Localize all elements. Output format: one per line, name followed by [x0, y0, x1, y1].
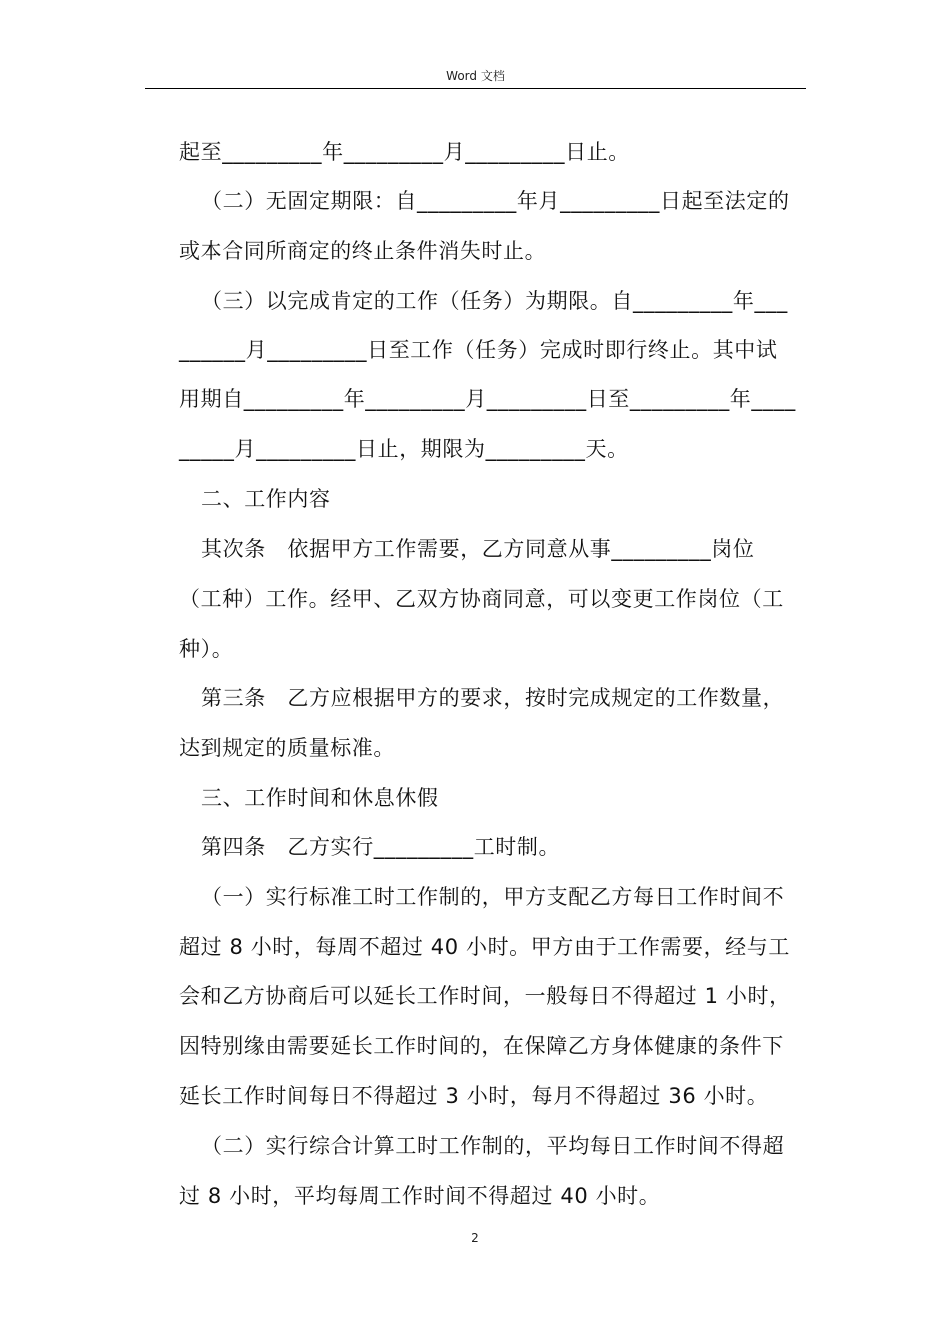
paragraph-line: 超过 8 小时，每周不超过 40 小时。甲方由于工作需要，经与工: [179, 935, 790, 959]
paragraph-line: 种）。: [179, 637, 234, 661]
paragraph-line: ______月_________日至工作（任务）完成时即行终止。其中试: [179, 338, 778, 362]
paragraph-line: 或本合同所商定的终止条件消失时止。: [179, 239, 547, 263]
page-number: 2: [471, 1231, 479, 1245]
paragraph-line: 因特别缘由需要延长工作时间的，在保障乙方身体健康的条件下: [179, 1034, 784, 1058]
paragraph-line: 达到规定的质量标准。: [179, 736, 395, 760]
paragraph-line: （工种）工作。经甲、乙双方协商同意，可以变更工作岗位（工: [179, 587, 784, 611]
header-divider: [145, 88, 806, 89]
paragraph-line: 起至_________年_________月_________日止。: [179, 140, 630, 164]
paragraph-line: （二）无固定期限：自_________年月_________日起至法定的: [201, 189, 790, 213]
paragraph-line: 第四条 乙方实行_________工时制。: [201, 835, 561, 859]
paragraph-line: _____月_________日止，期限为_________天。: [179, 437, 629, 461]
paragraph-line: （二）实行综合计算工时工作制的，平均每日工作时间不得超: [201, 1134, 785, 1158]
section-heading: 二、工作内容: [201, 487, 331, 511]
paragraph-line: （三）以完成肯定的工作（任务）为期限。自_________年___: [201, 289, 788, 313]
paragraph-line: （一）实行标准工时工作制的，甲方支配乙方每日工作时间不: [201, 885, 785, 909]
paragraph-line: 过 8 小时，平均每周工作时间不得超过 40 小时。: [179, 1184, 661, 1208]
section-heading: 三、工作时间和休息休假: [201, 786, 439, 810]
paragraph-line: 其次条 依据甲方工作需要，乙方同意从事_________岗位: [201, 537, 755, 561]
paragraph-line: 会和乙方协商后可以延长工作时间，一般每日不得超过 1 小时，: [179, 984, 791, 1008]
page-header: Word 文档: [446, 69, 505, 83]
paragraph-line: 第三条 乙方应根据甲方的要求，按时完成规定的工作数量，: [201, 686, 785, 710]
paragraph-line: 延长工作时间每日不得超过 3 小时，每月不得超过 36 小时。: [179, 1084, 769, 1108]
paragraph-line: 用期自_________年_________月_________日至_________年____: [179, 387, 796, 411]
